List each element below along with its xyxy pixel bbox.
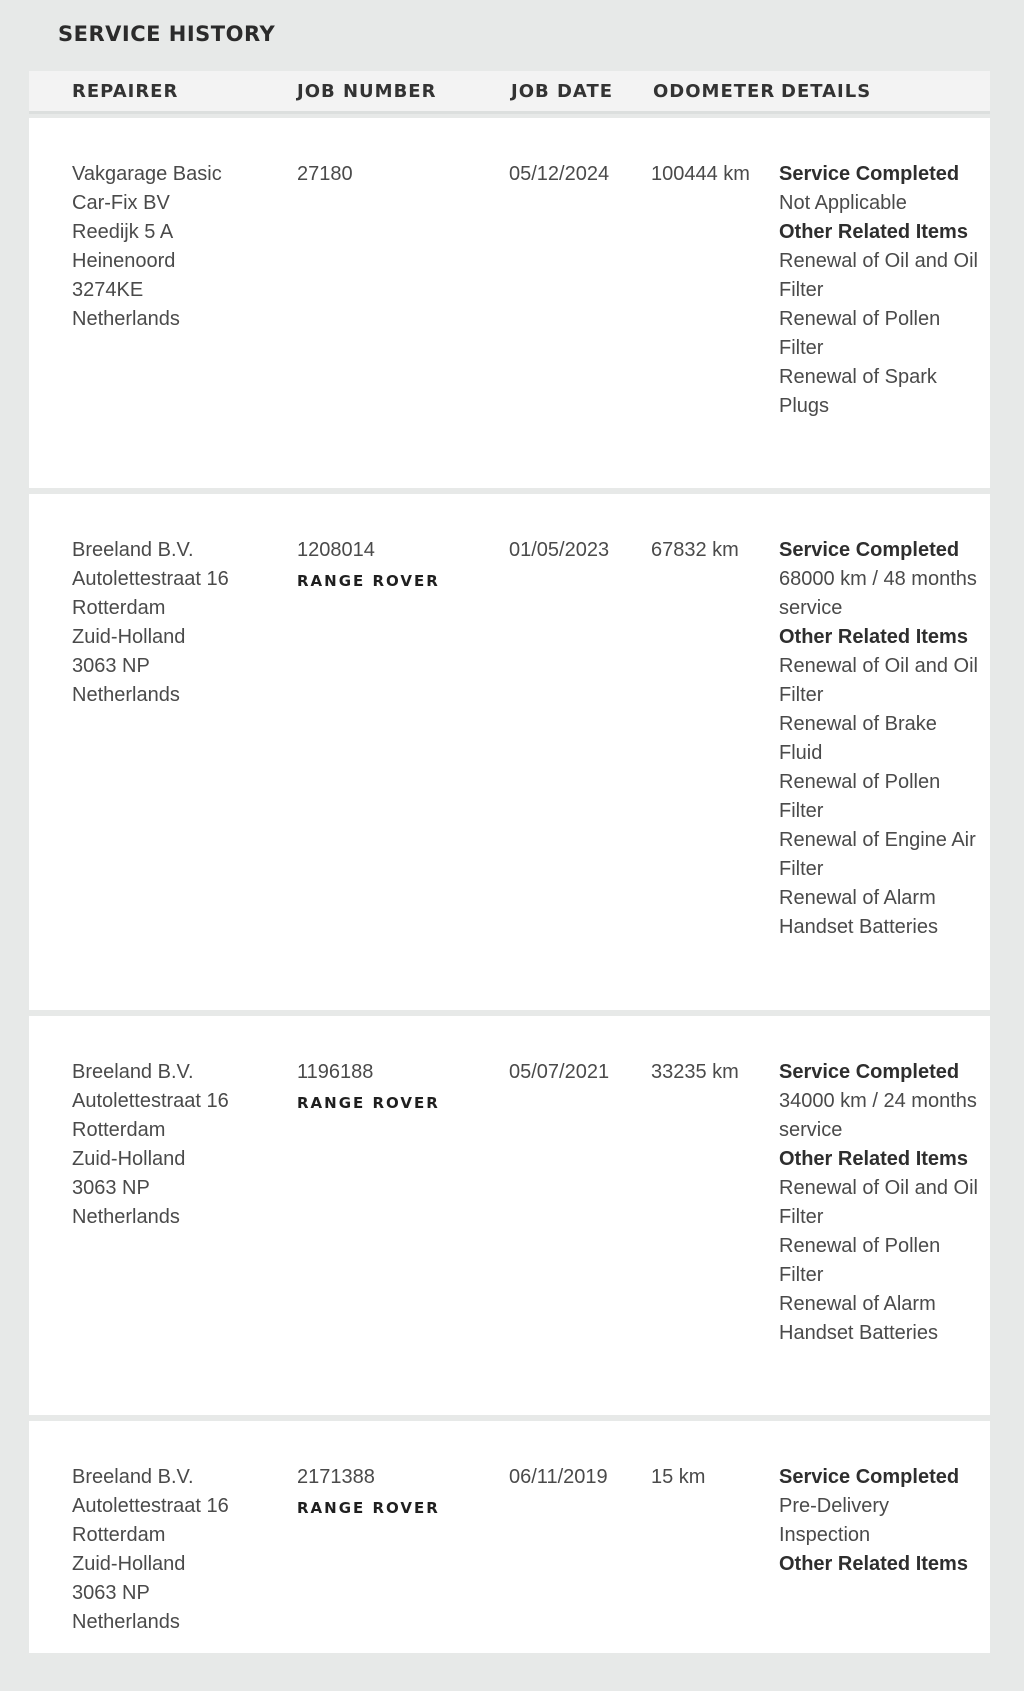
related-item: Renewal of Brake Fluid xyxy=(779,713,937,764)
repairer-line: Breeland B.V. xyxy=(72,1061,194,1083)
repairer-line: Autolettestraat 16 xyxy=(72,568,229,590)
other-related-items-label: Other Related Items xyxy=(779,1148,968,1170)
related-item: Renewal of Alarm Handset Batteries xyxy=(779,887,938,938)
job-number-cell xyxy=(297,1058,497,1112)
details-cell xyxy=(779,1463,984,1579)
job-date-cell: 05/07/2021 xyxy=(509,1061,610,1083)
repairer-line: Netherlands xyxy=(72,1206,180,1228)
repairer-line: Breeland B.V. xyxy=(72,539,194,561)
column-header-job-number: JOB NUMBER xyxy=(297,81,437,102)
repairer-line: Zuid-Holland xyxy=(72,626,186,648)
page-title: SERVICE HISTORY xyxy=(58,22,276,46)
related-item: Renewal of Alarm Handset Batteries xyxy=(779,1293,938,1344)
service-description: Not Applicable xyxy=(779,192,907,214)
related-item: Renewal of Engine Air Filter xyxy=(779,829,976,880)
job-date-cell: 06/11/2019 xyxy=(509,1466,608,1488)
repairer-line: Heinenoord xyxy=(72,250,176,272)
job-date-cell: 05/12/2024 xyxy=(509,163,610,185)
service-completed-label: Service Completed xyxy=(779,163,960,185)
job-number-cell xyxy=(297,160,497,189)
odometer-cell: 100444 km xyxy=(651,163,750,185)
column-header-odometer: ODOMETER xyxy=(653,81,776,102)
table-row xyxy=(29,1421,990,1653)
job-number: 1196188 xyxy=(297,1061,374,1083)
table-row xyxy=(29,118,990,488)
repairer-line: Netherlands xyxy=(72,684,180,706)
repairer-cell xyxy=(72,536,282,710)
repairer-line: 3063 NP xyxy=(72,1582,150,1604)
job-date-cell: 01/05/2023 xyxy=(509,539,610,561)
service-description: 68000 km / 48 months service xyxy=(779,568,977,619)
repairer-line: Zuid-Holland xyxy=(72,1553,186,1575)
column-header-details: DETAILS xyxy=(781,81,872,102)
details-cell xyxy=(779,160,984,421)
repairer-cell xyxy=(72,1463,282,1637)
repairer-cell xyxy=(72,160,282,334)
related-item: Renewal of Oil and Oil Filter xyxy=(779,250,978,301)
repairer-line: Zuid-Holland xyxy=(72,1148,186,1170)
service-description: Pre-Delivery Inspection xyxy=(779,1495,890,1546)
repairer-line: Netherlands xyxy=(72,308,180,330)
repairer-line: 3063 NP xyxy=(72,655,150,677)
related-item: Renewal of Oil and Oil Filter xyxy=(779,655,978,706)
repairer-line: Vakgarage Basic xyxy=(72,163,222,185)
repairer-line: Rotterdam xyxy=(72,1119,166,1141)
range-rover-logo: RANGE ROVER xyxy=(297,1499,440,1517)
job-number: 27180 xyxy=(297,163,353,185)
related-item: Renewal of Oil and Oil Filter xyxy=(779,1177,978,1228)
repairer-line: Autolettestraat 16 xyxy=(72,1495,229,1517)
service-description: 34000 km / 24 months service xyxy=(779,1090,977,1141)
column-header-repairer: REPAIRER xyxy=(72,81,179,102)
service-completed-label: Service Completed xyxy=(779,539,960,561)
table-header xyxy=(29,71,990,114)
related-item: Renewal of Spark Plugs xyxy=(779,366,937,417)
job-number: 1208014 xyxy=(297,539,375,561)
details-cell xyxy=(779,536,984,942)
job-number-cell xyxy=(297,1463,497,1517)
service-completed-label: Service Completed xyxy=(779,1466,960,1488)
service-completed-label: Service Completed xyxy=(779,1061,960,1083)
table-row xyxy=(29,494,990,1010)
repairer-line: Autolettestraat 16 xyxy=(72,1090,229,1112)
details-cell xyxy=(779,1058,984,1348)
related-item: Renewal of Pollen Filter xyxy=(779,771,941,822)
repairer-line: Netherlands xyxy=(72,1611,180,1633)
related-item: Renewal of Pollen Filter xyxy=(779,308,941,359)
job-number: 2171388 xyxy=(297,1466,375,1488)
related-item: Renewal of Pollen Filter xyxy=(779,1235,941,1286)
odometer-cell: 15 km xyxy=(651,1466,706,1488)
table-row xyxy=(29,1016,990,1415)
other-related-items-label: Other Related Items xyxy=(779,1553,968,1575)
repairer-line: Rotterdam xyxy=(72,597,166,619)
other-related-items-label: Other Related Items xyxy=(779,626,968,648)
column-header-job-date: JOB DATE xyxy=(511,81,614,102)
repairer-line: Car-Fix BV xyxy=(72,192,170,214)
range-rover-logo: RANGE ROVER xyxy=(297,572,440,590)
odometer-cell: 67832 km xyxy=(651,539,739,561)
repairer-cell xyxy=(72,1058,282,1232)
repairer-line: 3274KE xyxy=(72,279,144,301)
repairer-line: Breeland B.V. xyxy=(72,1466,194,1488)
repairer-line: Reedijk 5 A xyxy=(72,221,174,243)
repairer-line: 3063 NP xyxy=(72,1177,150,1199)
repairer-line: Rotterdam xyxy=(72,1524,166,1546)
job-number-cell xyxy=(297,536,497,590)
other-related-items-label: Other Related Items xyxy=(779,221,968,243)
range-rover-logo: RANGE ROVER xyxy=(297,1094,440,1112)
odometer-cell: 33235 km xyxy=(651,1061,739,1083)
